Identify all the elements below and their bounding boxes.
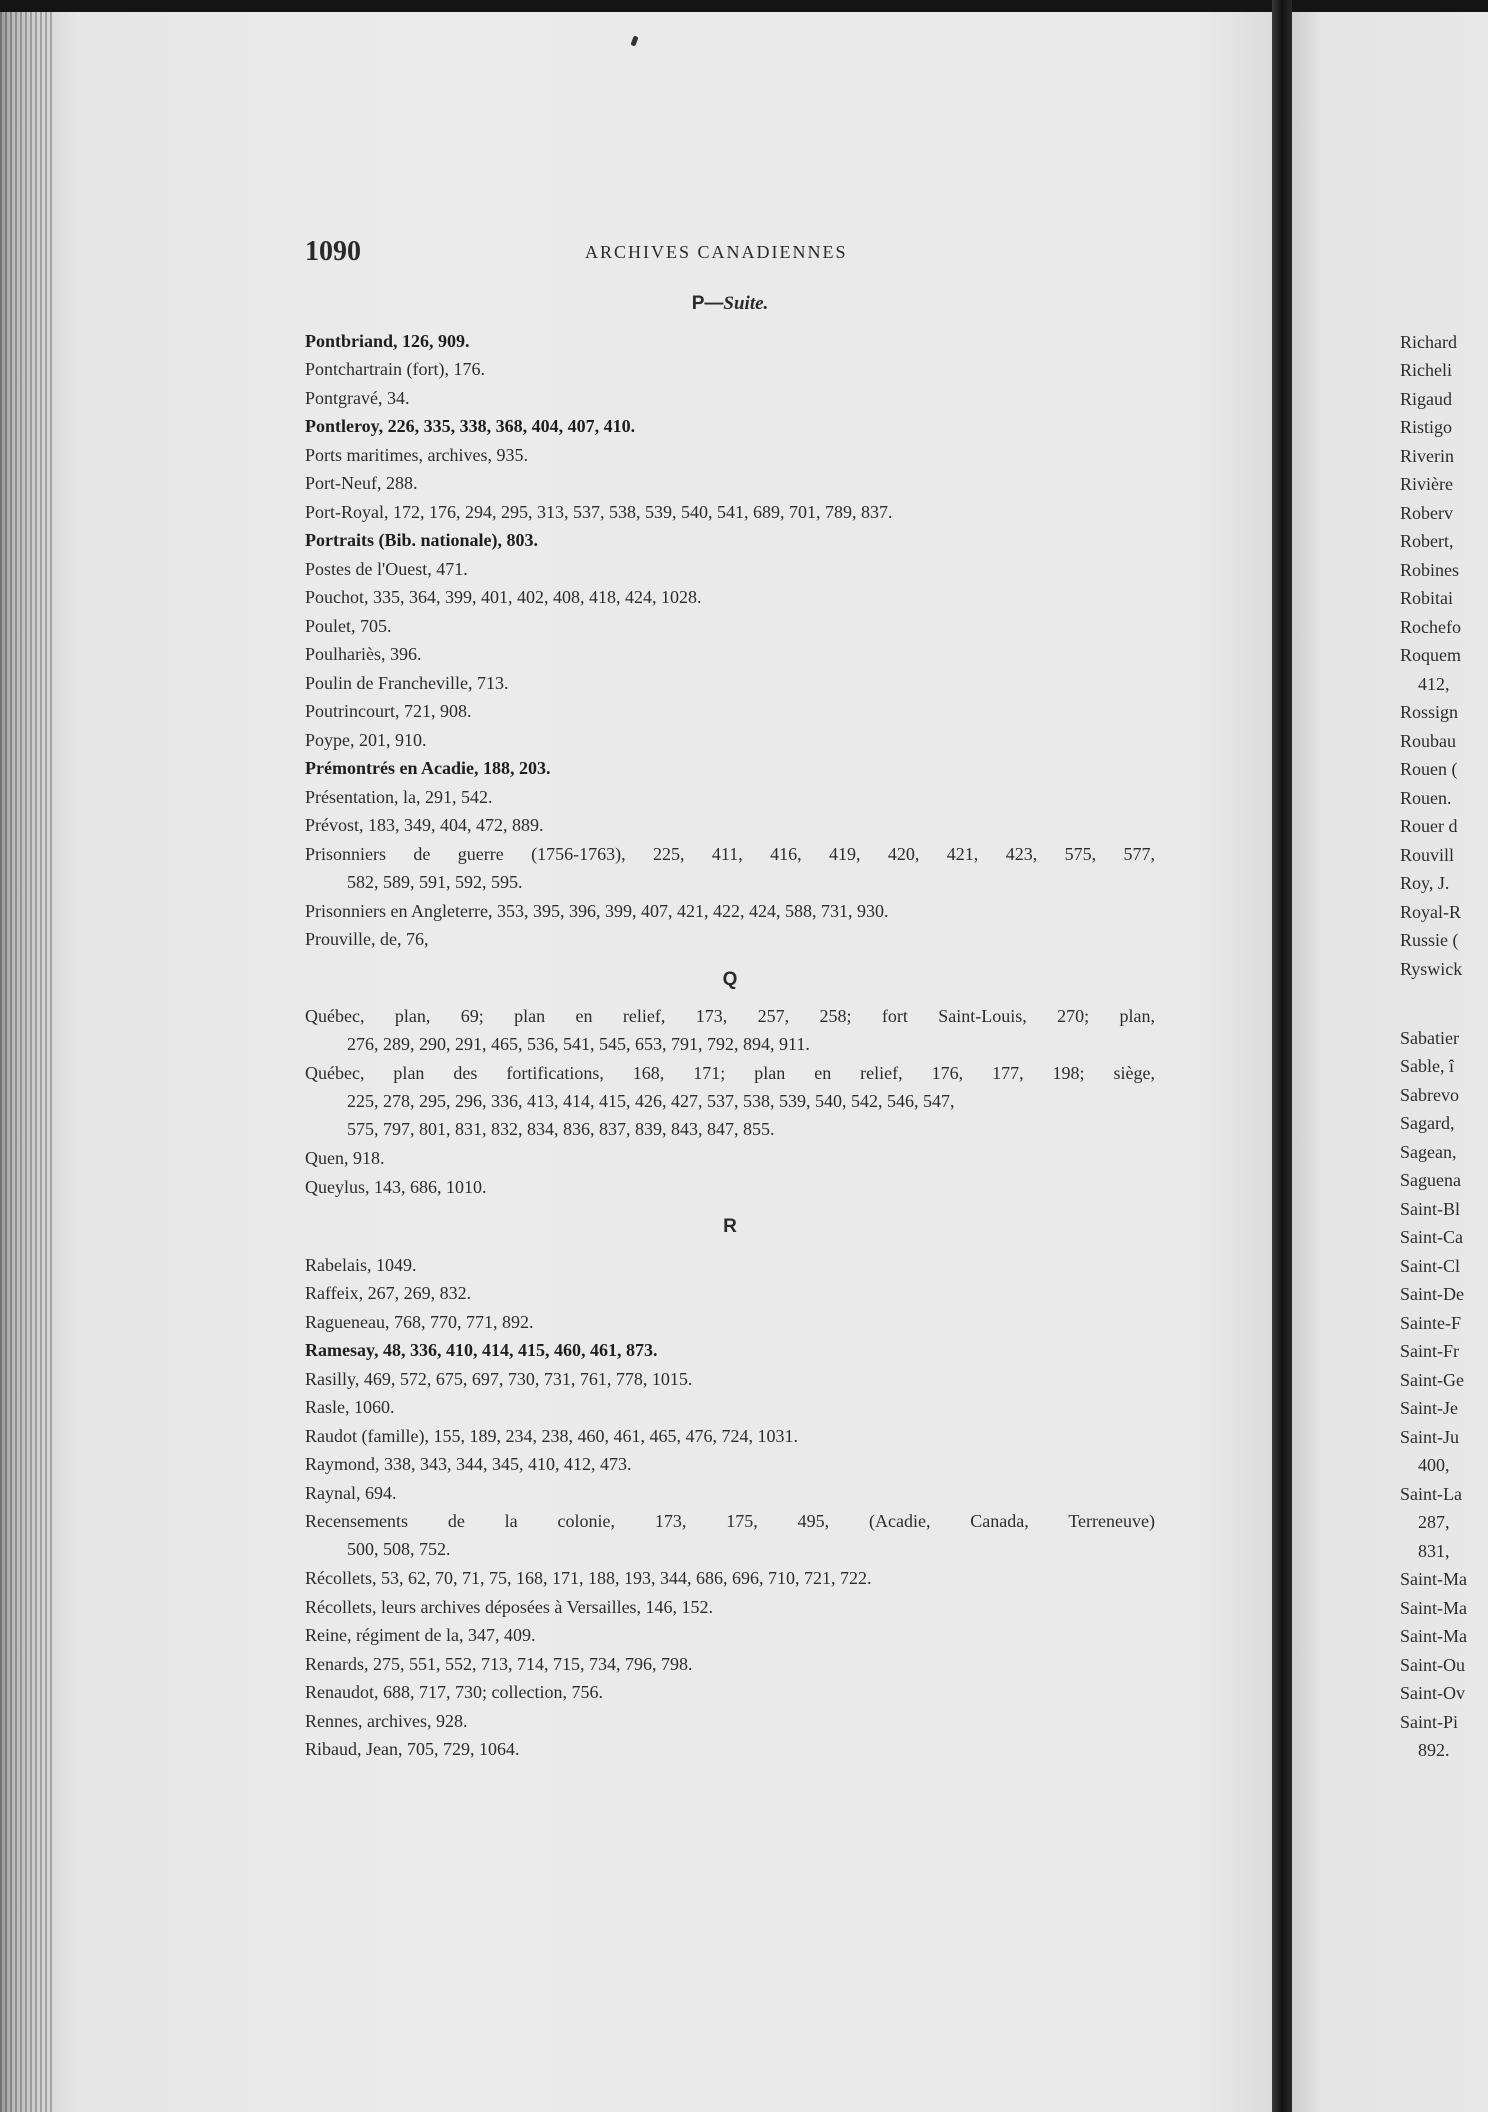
index-entry: Queylus, 143, 686, 1010. [305, 1177, 487, 1197]
right-page-fragment: Roy, J. [1400, 873, 1450, 893]
index-entry: Renards, 275, 551, 552, 713, 714, 715, 734, 796, 798. [305, 1654, 693, 1674]
section-dash: — [704, 293, 724, 314]
entry-continuation: 276, 289, 290, 291, 465, 536, 541, 545, 653, 791, 792, 894, 911. [347, 1034, 810, 1054]
right-page-fragment: Rigaud [1400, 389, 1452, 409]
index-entry: Pontleroy, 226, 335, 338, 368, 404, 407, 410. [305, 416, 636, 436]
index-entry: Poutrincourt, 721, 908. [305, 701, 472, 721]
entry-line: Prisonniers de guerre (1756-1763), 225, 411, 416, 419, 420, 421, 423, 575, 577, [305, 844, 1155, 864]
right-page-fragment: Robines [1400, 560, 1460, 580]
right-page-fragment: Robert, [1400, 531, 1454, 551]
index-entry: Poulin de Francheville, 713. [305, 673, 509, 693]
running-head: ARCHIVES CANADIENNES [585, 242, 848, 262]
right-page-fragment: Sainte-F [1400, 1313, 1461, 1333]
index-entry: Ramesay, 48, 336, 410, 414, 415, 460, 461, 873. [305, 1340, 658, 1360]
right-page-fragment: Saguena [1400, 1170, 1461, 1190]
right-page-fragment: 831, [1418, 1541, 1450, 1561]
right-page-fragment: Saint-De [1400, 1284, 1464, 1304]
index-entry: Pouchot, 335, 364, 399, 401, 402, 408, 418, 424, 1028. [305, 587, 702, 607]
index-entry: Prévost, 183, 349, 404, 472, 889. [305, 815, 544, 835]
index-entry: Quen, 918. [305, 1148, 385, 1168]
right-page-fragment: Saint-Ma [1400, 1626, 1467, 1646]
right-page-fragment: Saint-Fr [1400, 1341, 1460, 1361]
right-page-fragment: Sabrevo [1400, 1085, 1459, 1105]
index-entry: Raudot (famille), 155, 189, 234, 238, 460, 461, 465, 476, 724, 1031. [305, 1426, 798, 1446]
section-suffix: Suite. [723, 293, 769, 314]
scan-top-border [0, 0, 1488, 12]
index-entry: Rabelais, 1049. [305, 1255, 417, 1275]
right-page-fragment: 412, [1418, 674, 1450, 694]
right-page-fragment: Saint-Ma [1400, 1569, 1467, 1589]
right-page-fragment: Royal-R [1400, 902, 1461, 922]
index-entry: Reine, régiment de la, 347, 409. [305, 1625, 536, 1645]
right-page-fragment: Rouen ( [1400, 759, 1458, 779]
index-entry: Pontchartrain (fort), 176. [305, 359, 485, 379]
index-entry: Rasilly, 469, 572, 675, 697, 730, 731, 761, 778, 1015. [305, 1369, 693, 1389]
right-page-fragment: Robitai [1400, 588, 1453, 608]
right-page-fragment: Saint-Je [1400, 1398, 1458, 1418]
entry-continuation: 575, 797, 801, 831, 832, 834, 836, 837, 839, 843, 847, 855. [347, 1119, 775, 1139]
right-page-fragment: Rouvill [1400, 845, 1455, 865]
index-entry: Rennes, archives, 928. [305, 1711, 468, 1731]
right-page-fragment: 892. [1418, 1740, 1450, 1760]
section-heading-q: Q [722, 969, 738, 990]
index-entry [305, 1507, 1155, 1563]
index-entry: Poulet, 705. [305, 616, 392, 636]
index-entry: Poulhariès, 396. [305, 644, 422, 664]
right-page-fragment: Roubau [1400, 731, 1456, 751]
right-page-fragment: Roberv [1400, 503, 1453, 523]
page-edge-stack [0, 12, 52, 2112]
entry-continuation: 225, 278, 295, 296, 336, 413, 414, 415, 426, 427, 537, 538, 539, 540, 542, 546, 547, [347, 1091, 955, 1111]
right-page-fragment: Roquem [1400, 645, 1461, 665]
entry-line: Recensements de la colonie, 173, 175, 495, (Acadie, Canada, Terreneuve) [305, 1511, 1155, 1531]
page-number: 1090 [305, 236, 361, 267]
index-entry [305, 840, 1155, 896]
right-page-fragment: Ryswick [1400, 959, 1463, 979]
right-page-fragment: Russie ( [1400, 930, 1459, 950]
index-entry [305, 1002, 1155, 1058]
index-entry: Postes de l'Ouest, 471. [305, 559, 468, 579]
right-page-fragment: Rossign [1400, 702, 1459, 722]
right-page-fragment: 400, [1418, 1455, 1450, 1475]
index-entry: Ports maritimes, archives, 935. [305, 445, 528, 465]
index-entry: Raynal, 694. [305, 1483, 397, 1503]
section-heading-p-suite [305, 293, 1155, 315]
index-entry [305, 1059, 1155, 1143]
page-header [305, 236, 1155, 268]
right-page-fragment: Riverin [1400, 446, 1454, 466]
right-page-fragment: 287, [1418, 1512, 1450, 1532]
index-entry: Rasle, 1060. [305, 1397, 395, 1417]
right-page-fragment: Sable, î [1400, 1056, 1454, 1076]
right-page-fragment: Ristigo [1400, 417, 1453, 437]
index-entry: Renaudot, 688, 717, 730; collection, 756. [305, 1682, 603, 1702]
right-page-fragment: Rivière [1400, 474, 1453, 494]
right-page-fragment: Saint-Ou [1400, 1655, 1465, 1675]
index-entry: Raffeix, 267, 269, 832. [305, 1283, 472, 1303]
right-page-fragment: Richard [1400, 332, 1457, 352]
entry-continuation: 582, 589, 591, 592, 595. [347, 872, 523, 892]
index-entry: Prisonniers en Angleterre, 353, 395, 396, 399, 407, 421, 422, 424, 588, 731, 930. [305, 901, 889, 921]
index-entry: Port-Royal, 172, 176, 294, 295, 313, 537, 538, 539, 540, 541, 689, 701, 789, 837. [305, 502, 893, 522]
index-entry: Prémontrés en Acadie, 188, 203. [305, 758, 551, 778]
right-page-fragment: Sagard, [1400, 1113, 1455, 1133]
index-entry: Ragueneau, 768, 770, 771, 892. [305, 1312, 534, 1332]
right-page-fragment: Saint-Cl [1400, 1256, 1461, 1276]
right-page-fragment: Saint-Ge [1400, 1370, 1464, 1390]
index-entry: Ribaud, Jean, 705, 729, 1064. [305, 1739, 520, 1759]
index-entry: Port-Neuf, 288. [305, 473, 418, 493]
right-page-fragment: Rouen. [1400, 788, 1452, 808]
right-page-fragment: Sabatier [1400, 1028, 1459, 1048]
index-entry: Prouville, de, 76, [305, 929, 429, 949]
right-page-fragment: Saint-Ov [1400, 1683, 1465, 1703]
entry-continuation: 500, 508, 752. [347, 1539, 451, 1559]
index-entry: Raymond, 338, 343, 344, 345, 410, 412, 473. [305, 1454, 632, 1474]
right-page-fragment: Saint-Ma [1400, 1598, 1467, 1618]
index-entry: Récollets, leurs archives déposées à Versailles, 146, 152. [305, 1597, 714, 1617]
book-gutter [1272, 0, 1292, 2112]
right-page-fragment: Rochefo [1400, 617, 1461, 637]
index-entry: Poype, 201, 910. [305, 730, 427, 750]
section-letter: P [691, 293, 705, 314]
section-heading-r: R [723, 1216, 737, 1237]
right-page-fragment: Richeli [1400, 360, 1452, 380]
right-page-fragment: Saint-Ca [1400, 1227, 1463, 1247]
entry-line: Québec, plan, 69; plan en relief, 173, 257, 258; fort Saint-Louis, 270; plan, [305, 1006, 1155, 1026]
index-entry: Présentation, la, 291, 542. [305, 787, 493, 807]
right-page-fragment: Rouer d [1400, 816, 1458, 836]
index-entry: Récollets, 53, 62, 70, 71, 75, 168, 171, 188, 193, 344, 686, 696, 710, 721, 722. [305, 1568, 872, 1588]
right-page-fragment: Saint-Bl [1400, 1199, 1461, 1219]
index-entry: Pontbriand, 126, 909. [305, 331, 470, 351]
right-page-fragment: Saint-Pi [1400, 1712, 1459, 1732]
index-entry: Portraits (Bib. nationale), 803. [305, 530, 538, 550]
right-page-fragment: Saint-Ju [1400, 1427, 1460, 1447]
entry-line: Québec, plan des fortifications, 168, 171; plan en relief, 176, 177, 198; siège, [305, 1063, 1155, 1083]
right-page-fragment: Sagean, [1400, 1142, 1457, 1162]
index-entry: Pontgravé, 34. [305, 388, 410, 408]
right-page-fragment: Saint-La [1400, 1484, 1462, 1504]
